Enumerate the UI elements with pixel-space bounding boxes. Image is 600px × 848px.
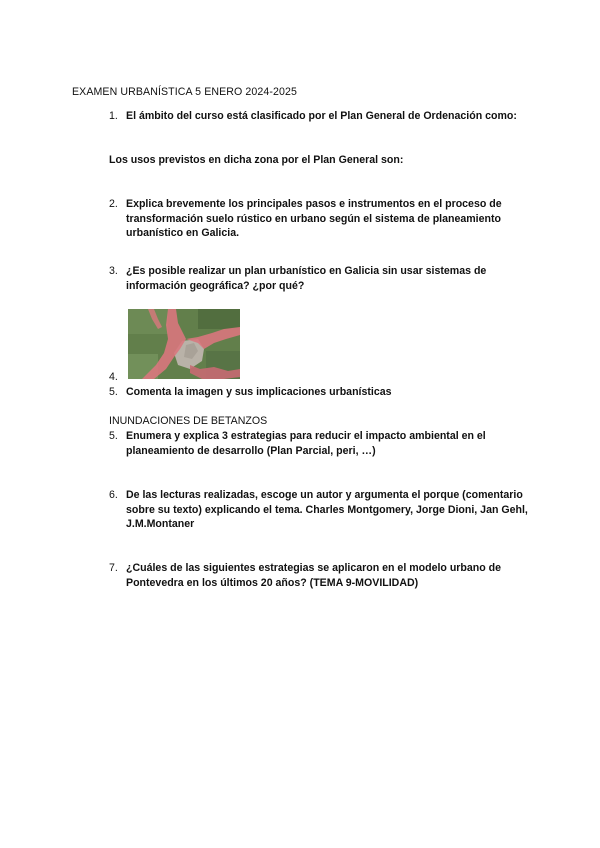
question-2 bbox=[109, 197, 529, 241]
question-text: El ámbito del curso está clasificado por el Plan General de Ordenación como: bbox=[126, 110, 517, 122]
question-7 bbox=[109, 561, 529, 590]
question-number: 2. bbox=[109, 198, 118, 210]
question-number: 5. bbox=[109, 430, 118, 442]
question-text: Explica brevemente los principales pasos e instrumentos en el proceso de transformación suelo rústico en urbano según el sistema de planeamiento urbanístico en Galicia. bbox=[126, 198, 502, 240]
question-3 bbox=[109, 264, 529, 293]
question-number: 7. bbox=[109, 562, 118, 574]
question-5a bbox=[109, 385, 529, 400]
question-text: ¿Cuáles de las siguientes estrategias se aplicaron en el modelo urbano de Pontevedra en los últimos 20 años? (TEMA 9-MOVILIDAD) bbox=[126, 562, 502, 589]
question-number: 3. bbox=[109, 265, 118, 277]
question-6 bbox=[109, 488, 529, 532]
question-4-number: 4. bbox=[109, 371, 118, 383]
question-text: ¿Es posible realizar un plan urbanístico en Galicia sin usar sistemas de información geográfica? ¿por qué? bbox=[126, 265, 487, 292]
section-heading: INUNDACIONES DE BETANZOS bbox=[109, 415, 268, 427]
usos-statement: Los usos previstos en dicha zona por el Plan General son: bbox=[109, 154, 404, 166]
question-number: 1. bbox=[109, 110, 118, 122]
question-text: Comenta la imagen y sus implicaciones urbanísticas bbox=[126, 386, 392, 398]
flood-map-image bbox=[128, 309, 240, 379]
question-1 bbox=[109, 109, 529, 124]
question-text: Enumera y explica 3 estrategias para reducir el impacto ambiental en el planeamiento de desarrollo (Plan Parcial, peri, …) bbox=[126, 430, 486, 457]
question-5b bbox=[109, 429, 529, 458]
question-number: 6. bbox=[109, 489, 118, 501]
question-text: De las lecturas realizadas, escoge un autor y argumenta el porque (comentario sobre su texto) explicando el tema. Charles Montgomery, Jorge Dioni, Jan Gehl, J.M.Montaner bbox=[126, 489, 528, 531]
exam-title: EXAMEN URBANÍSTICA 5 ENERO 2024-2025 bbox=[72, 86, 297, 98]
question-number: 5. bbox=[109, 386, 118, 398]
